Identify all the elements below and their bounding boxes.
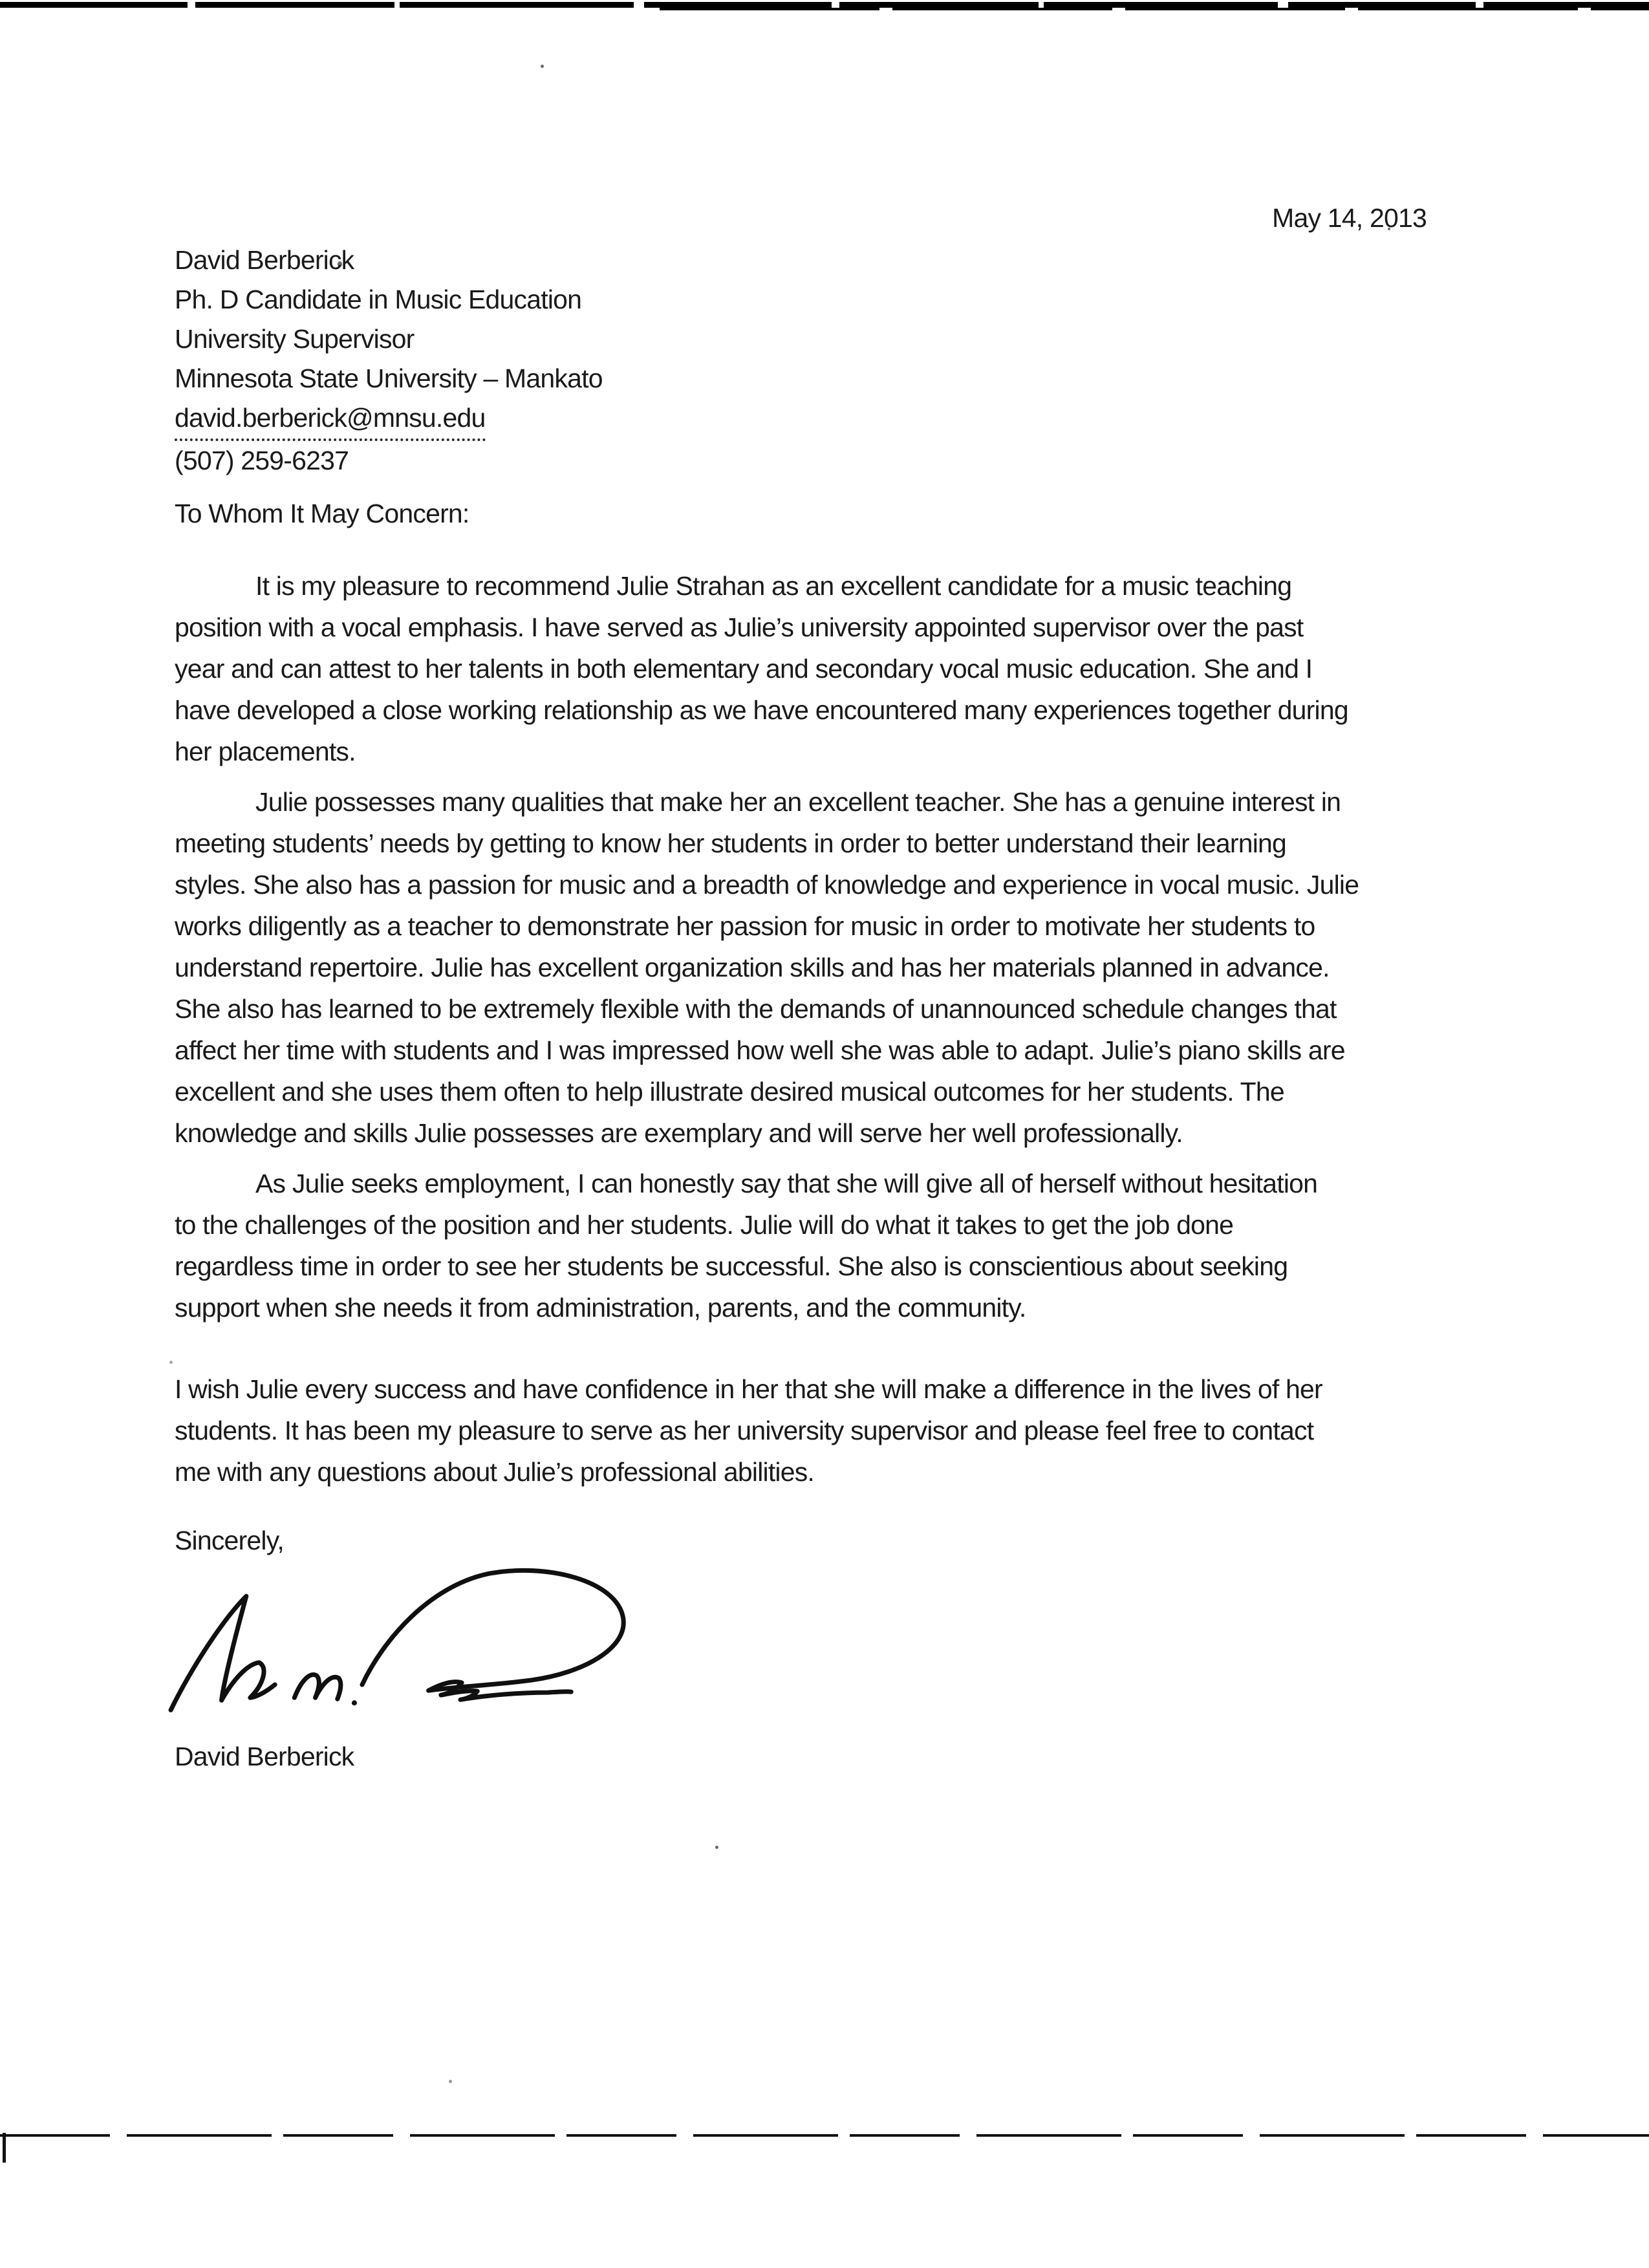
sender-title: Ph. D Candidate in Music Education	[175, 285, 582, 314]
closing-word: Sincerely,	[175, 1526, 284, 1555]
text-line: me with any questions about Julie’s professional abilities.	[175, 1457, 815, 1487]
sender-email: david.berberick@mnsu.edu	[175, 398, 486, 441]
text-line: knowledge and skills Julie possesses are exemplary and will serve her well professionally.	[175, 1118, 1183, 1148]
scan-artifact-top-bar	[0, 2, 1649, 8]
text-line: styles. She also has a passion for music and a breadth of knowledge and experience in vocal music. Julie	[175, 870, 1359, 900]
paragraph-2	[175, 781, 1359, 1154]
text-line: affect her time with students and I was impressed how well she was able to adapt. Julie’s piano skills are	[175, 1035, 1345, 1065]
sender-phone: (507) 259-6237	[175, 446, 349, 475]
signature	[167, 1555, 649, 1716]
text-line: to the challenges of the position and her students. Julie will do what it takes to get the job done	[175, 1210, 1234, 1240]
scan-artifact-top-bar-thin	[660, 8, 1649, 10]
scan-speck	[715, 1846, 718, 1849]
text-line: It is my pleasure to recommend Julie Strahan as an excellent candidate for a music teaching	[255, 571, 1292, 601]
scan-speck	[449, 2080, 452, 2083]
text-line: works diligently as a teacher to demonstrate her passion for music in order to motivate her students to	[175, 911, 1315, 941]
text-line: As Julie seeks employment, I can honestly say that she will give all of herself without hesitation	[255, 1169, 1318, 1198]
text-line: She also has learned to be extremely flexible with the demands of unannounced schedule changes that	[175, 994, 1337, 1024]
paragraph-4	[175, 1368, 1359, 1493]
text-line: excellent and she uses them often to help illustrate desired musical outcomes for her students. The	[175, 1077, 1284, 1107]
sender-name: David Berberick	[175, 245, 354, 275]
signer-name: David Berberick	[175, 1742, 354, 1771]
text-line: have developed a close working relationship as we have encountered many experiences together during	[175, 695, 1348, 725]
scan-artifact-bottom-line	[0, 2134, 1649, 2137]
letter-date: May 14, 2013	[1272, 203, 1427, 233]
sender-role: University Supervisor	[175, 324, 415, 354]
scan-speck	[541, 65, 544, 68]
sender-block	[175, 241, 603, 481]
letter-body	[175, 565, 1359, 1493]
sender-university: Minnesota State University – Mankato	[175, 363, 603, 393]
text-line: regardless time in order to see her students be successful. She also is conscientious about seeking	[175, 1251, 1288, 1281]
scan-speck	[169, 1361, 173, 1364]
sender-email-line	[175, 398, 603, 441]
text-line: Julie possesses many qualities that make her an excellent teacher. She has a genuine interest in	[255, 787, 1341, 817]
text-line: meeting students’ needs by getting to know her students in order to better understand their learning	[175, 828, 1287, 858]
scan-artifact-corner-tick	[3, 2133, 6, 2163]
text-line: understand repertoire. Julie has excellent organization skills and has her materials planned in advance.	[175, 953, 1330, 982]
text-line: students. It has been my pleasure to serve as her university supervisor and please feel free to contact	[175, 1416, 1314, 1445]
text-line: I wish Julie every success and have confidence in her that she will make a difference in the lives of her	[175, 1374, 1322, 1404]
paragraph-3	[175, 1163, 1359, 1328]
text-line: position with a vocal emphasis. I have served as Julie’s university appointed supervisor over the past	[175, 612, 1304, 642]
text-line: her placements.	[175, 737, 356, 766]
salutation: To Whom It May Concern:	[175, 499, 469, 528]
signature-scribble	[167, 1555, 649, 1716]
text-line: support when she needs it from administration, parents, and the community.	[175, 1293, 1026, 1323]
paragraph-1	[175, 565, 1359, 772]
text-line: year and can attest to her talents in both elementary and secondary vocal music education. She and I	[175, 654, 1313, 684]
